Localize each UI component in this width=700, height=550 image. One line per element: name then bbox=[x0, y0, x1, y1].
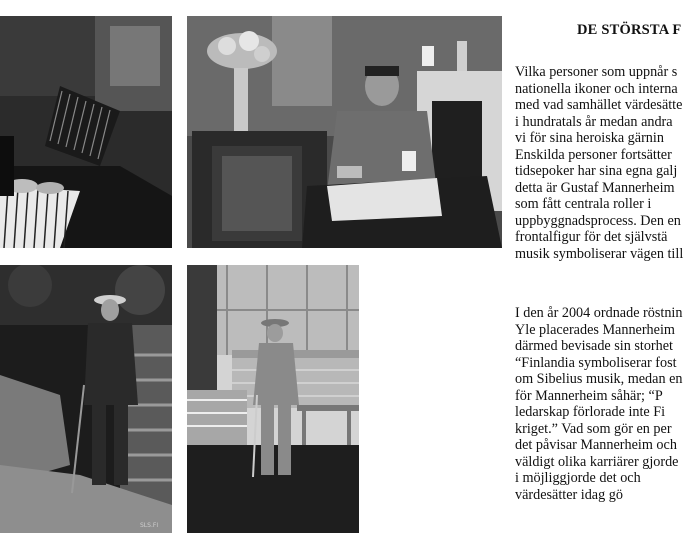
text-line: Yle placerades Mannerheim bbox=[515, 321, 675, 338]
text-line: detta är Gustaf Mannerheim bbox=[515, 179, 675, 196]
article-heading: DE STÖRSTA F bbox=[577, 22, 682, 38]
text-line: vi för sina heroiska gärnin bbox=[515, 130, 664, 146]
text-line: Enskilda personer fortsätter bbox=[515, 146, 672, 163]
text-line: i hundratals år medan andra bbox=[515, 113, 673, 130]
paragraph-1 bbox=[515, 64, 700, 262]
text-line: därmed bevisade sin storhet bbox=[515, 338, 673, 354]
text-line: frontalfigur för det självstä bbox=[515, 229, 668, 245]
text-line: värdesätter idag gö bbox=[515, 486, 623, 503]
text-line: I den år 2004 ordnade röstnin bbox=[515, 305, 683, 321]
text-line: i möjliggjorde det och bbox=[515, 470, 641, 486]
watermark-label: SLS.FI bbox=[140, 522, 159, 529]
text-line: musik symboliserar vägen till bbox=[515, 245, 684, 262]
photo-man-on-garden-stairs bbox=[0, 265, 172, 533]
text-line: kriget.” Vad som gör en per bbox=[515, 420, 672, 437]
text-line: tidsepoker har sina egna galj bbox=[515, 163, 678, 179]
text-line: nationella ikoner och interna bbox=[515, 80, 678, 97]
text-line: “Finlandia symboliserar fost bbox=[515, 354, 677, 371]
text-line: det påvisar Mannerheim och bbox=[515, 437, 677, 453]
photo-man-at-desk bbox=[187, 16, 502, 248]
text-line: ledarskap förlorade inte Fi bbox=[515, 404, 666, 420]
text-line: för Mannerheim såhär; “P bbox=[515, 387, 663, 404]
photo-man-by-veranda bbox=[187, 265, 359, 533]
text-line: väldigt olika karriärer gjorde bbox=[515, 453, 679, 470]
article-text-column bbox=[515, 0, 700, 550]
text-line: Vilka personer som uppnår s bbox=[515, 64, 678, 80]
text-line: som fått centrala roller i bbox=[515, 196, 652, 212]
photo-piano-player bbox=[0, 16, 172, 248]
text-line: med vad samhället värdesätte bbox=[515, 97, 683, 113]
text-line: om Sibelius musik, medan en bbox=[515, 371, 683, 387]
text-line: uppbyggnadsprocess. Den en bbox=[515, 212, 681, 229]
paragraph-2 bbox=[515, 305, 700, 503]
